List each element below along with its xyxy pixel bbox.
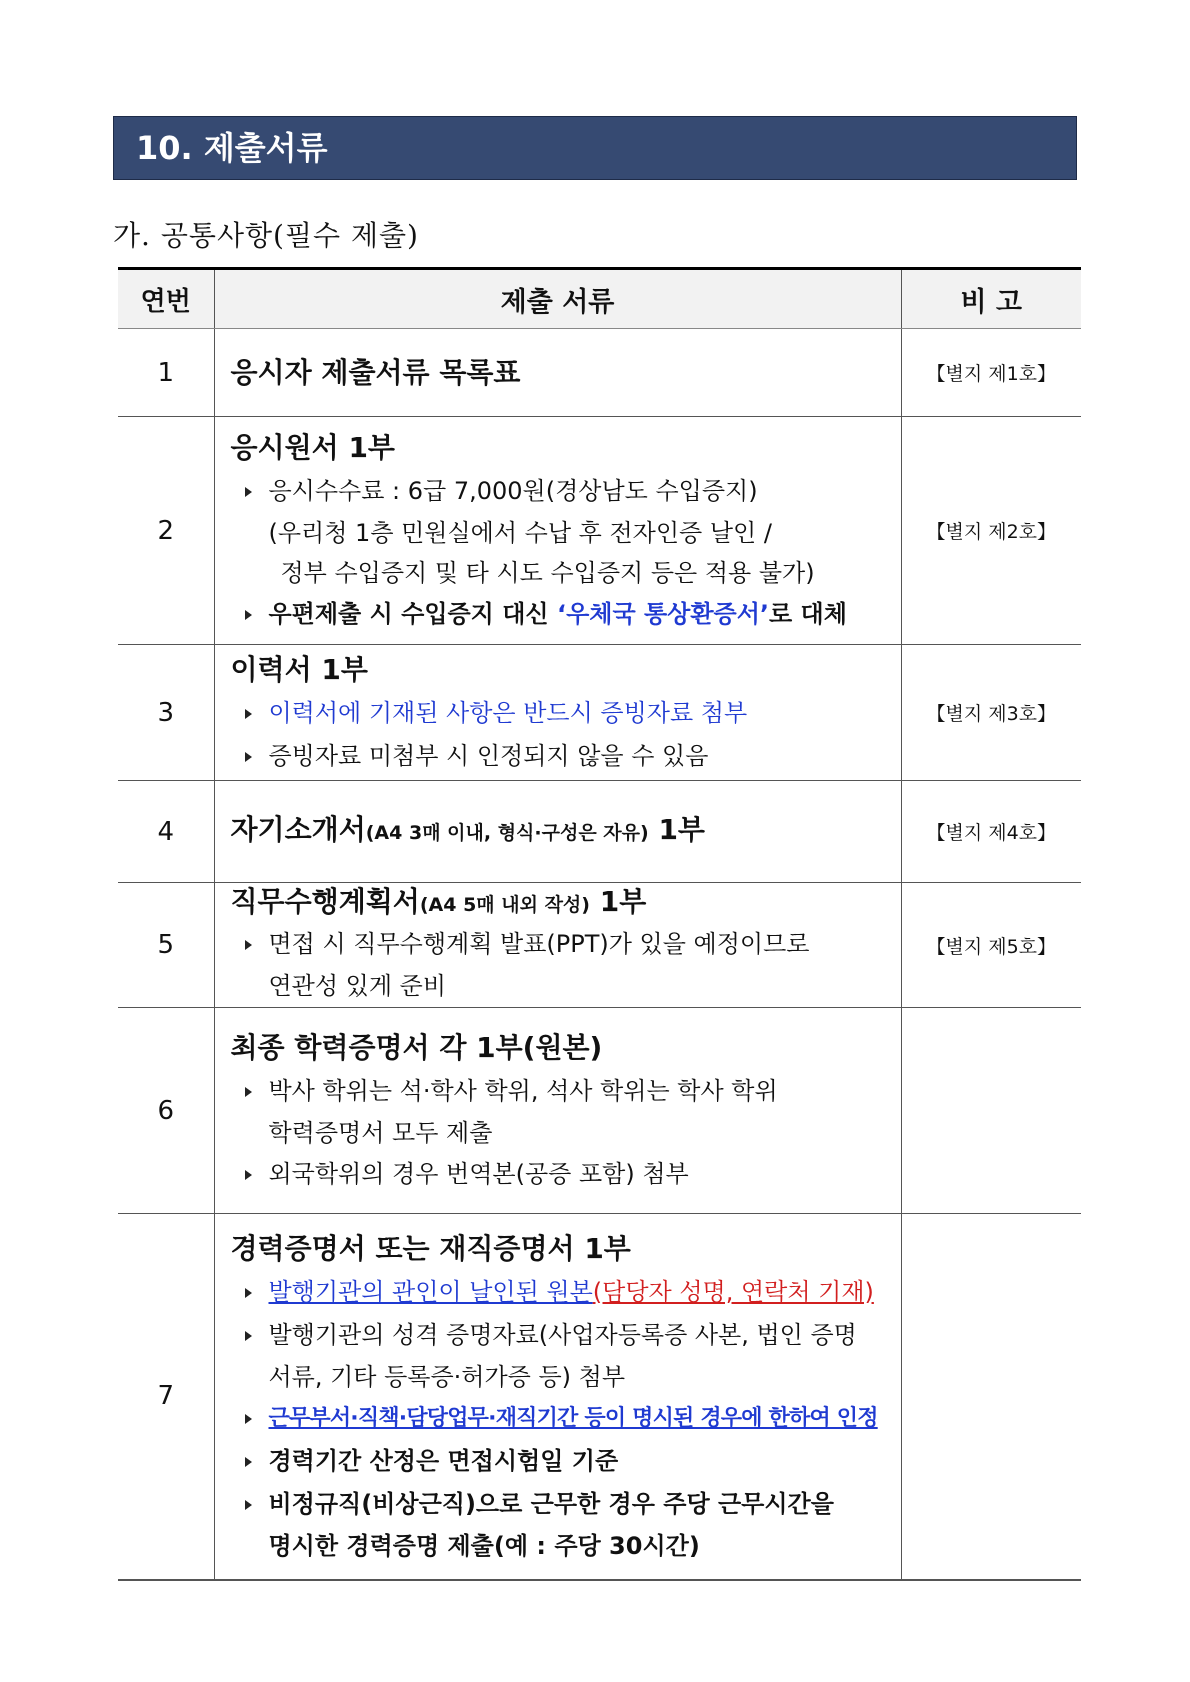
- table-row: [118, 781, 1081, 883]
- table-row: [118, 1214, 1081, 1580]
- text-segment: 로 대체: [769, 599, 847, 628]
- title-main: 직무수행계획서: [230, 885, 420, 918]
- row-document: [214, 417, 901, 645]
- header-doc: 제출 서류: [214, 269, 901, 329]
- row-note: [901, 1008, 1081, 1214]
- row-document: [214, 1008, 901, 1214]
- title-end: 1부: [589, 885, 647, 918]
- list-item: 발행기관의 성격 증명자료(사업자등록증 사본, 법인 증명: [231, 1314, 900, 1357]
- document-title: [231, 808, 900, 855]
- document-title: [231, 884, 900, 923]
- row-note: 【별지 제5호】: [901, 883, 1081, 1008]
- list-item-continuation: 학력증명서 모두 제출: [268, 1118, 493, 1147]
- list-item-continuation: 서류, 기타 등록증·허가증 등) 첨부: [268, 1362, 626, 1391]
- document-title: 응시자 제출서류 목록표: [230, 355, 521, 389]
- row-document: [214, 645, 901, 781]
- document-title: 경력증명서 또는 재직증명서 1부: [230, 1231, 631, 1265]
- title-detail: (A4 3매 이내, 형식·구성은 자유): [365, 822, 649, 844]
- list-item-continuation: 정부 수입증지 및 타 시도 수입증지 등은 적용 불가): [280, 558, 815, 587]
- row-document: [214, 1214, 901, 1580]
- document-title: 최종 학력증명서 각 1부(원본): [230, 1030, 603, 1064]
- highlight-text: 발행기관의 관인이 날인된 원본: [268, 1277, 593, 1306]
- list-item: 근무부서·직책·담당업무·재직기간 등이 명시된 경우에 한하여 인정: [231, 1397, 900, 1440]
- section-title: 10. 제출서류: [136, 129, 328, 167]
- documents-table: [118, 267, 1081, 1581]
- list-item: 면접 시 직무수행계획 발표(PPT)가 있을 예정이므로: [231, 923, 900, 966]
- row-note: 【별지 제3호】: [901, 645, 1081, 781]
- row-number: 5: [118, 883, 214, 1008]
- list-item-continuation: 명시한 경력증명 제출(예 : 주당 30시간): [268, 1531, 700, 1560]
- section-header: [113, 116, 1077, 180]
- document-title: 이력서 1부: [230, 652, 368, 686]
- table-header-row: [118, 269, 1081, 329]
- list-item: 비정규직(비상근직)으로 근무한 경우 주당 근무시간을: [231, 1483, 900, 1526]
- highlight-text: (담당자 성명, 연락처 기재): [592, 1277, 874, 1306]
- row-note: 【별지 제4호】: [901, 781, 1081, 883]
- list-item: [231, 593, 900, 636]
- highlight-text: ‘우체국 통상환증서’: [556, 599, 770, 628]
- row-document: [214, 883, 901, 1008]
- row-number: 2: [118, 417, 214, 645]
- list-item: [231, 1271, 900, 1314]
- document-title: 응시원서 1부: [230, 430, 395, 464]
- list-item: 이력서에 기재된 사항은 반드시 증빙자료 첨부: [231, 692, 900, 735]
- list-item-continuation: 연관성 있게 준비: [268, 972, 447, 1000]
- row-number: 1: [118, 329, 214, 417]
- title-detail: (A4 5매 내외 작성): [419, 894, 590, 916]
- row-note: [901, 1214, 1081, 1580]
- table-row: [118, 645, 1081, 781]
- header-no: 연번: [118, 269, 214, 329]
- table-row: [118, 329, 1081, 417]
- list-item: 박사 학위는 석·학사 학위, 석사 학위는 학사 학위: [231, 1070, 900, 1113]
- list-item: 외국학위의 경우 번역본(공증 포함) 첨부: [231, 1153, 900, 1196]
- text-segment: 우편제출 시 수입증지 대신: [268, 599, 557, 628]
- row-number: 4: [118, 781, 214, 883]
- title-main: 자기소개서: [230, 813, 366, 846]
- list-item-continuation: (우리청 1층 민원실에서 수납 후 전자인증 날인 /: [268, 518, 772, 547]
- row-number: 7: [118, 1214, 214, 1580]
- subheading: 가. 공통사항(필수 제출): [113, 219, 419, 252]
- row-document: [214, 781, 901, 883]
- header-note: 비 고: [901, 269, 1081, 329]
- title-end: 1부: [648, 813, 705, 846]
- table-row: [118, 417, 1081, 645]
- table-row: [118, 1008, 1081, 1214]
- list-item: 응시수수료 : 6급 7,000원(경상남도 수입증지): [231, 470, 900, 513]
- row-number: 3: [118, 645, 214, 781]
- row-number: 6: [118, 1008, 214, 1214]
- row-note: 【별지 제1호】: [901, 329, 1081, 417]
- list-item: 경력기간 산정은 면접시험일 기준: [231, 1440, 900, 1483]
- row-note: 【별지 제2호】: [901, 417, 1081, 645]
- row-document: [214, 329, 901, 417]
- list-item: 증빙자료 미첨부 시 인정되지 않을 수 있음: [231, 735, 900, 778]
- table-row: [118, 883, 1081, 1008]
